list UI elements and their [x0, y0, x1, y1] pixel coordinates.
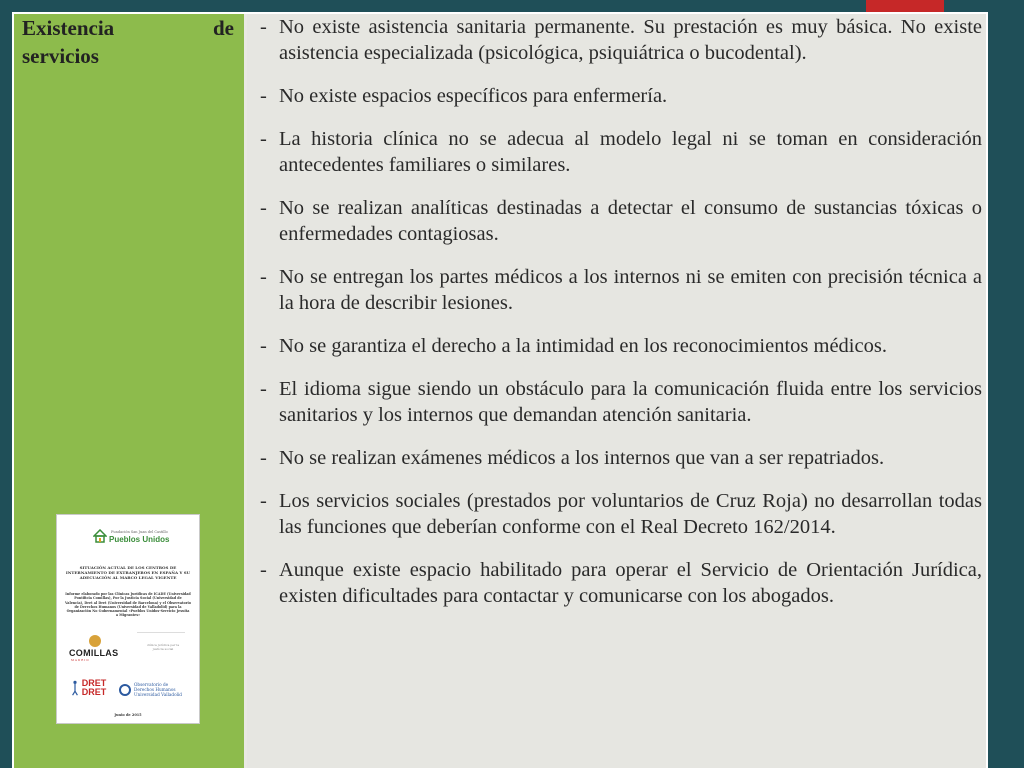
list-item: - El idioma sigue siendo un obstáculo para la comunicación fluida entre los servicios sanitarios y los internos que demandan atención sanitaria. [260, 378, 982, 426]
bullet-dash: - [260, 378, 267, 400]
bullet-dash: - [260, 197, 267, 219]
figure-icon [71, 679, 79, 697]
heading-word-servicios: servicios [22, 44, 99, 68]
bullet-dash: - [260, 128, 267, 150]
heading-word-de: de [213, 16, 234, 40]
bullet-dash: - [260, 559, 267, 581]
org-name: Pueblos Unidos [109, 535, 170, 544]
list-item: - Los servicios sociales (prestados por voluntarios de Cruz Roja) no desarrollan todas las funciones que deberían conforme con el Real Decreto 162/2014. [260, 490, 982, 538]
report-title: SITUACIÓN ACTUAL DE LOS CENTROS DE INTERNAMIENTO DE EXTRANJEROS EN ESPAÑA Y SU ADECUACIÓN AL MARCO LEGAL VIGENTE [65, 565, 191, 580]
pueblos-unidos-logo [57, 523, 199, 543]
report-date: Junio de 2015 [114, 713, 142, 717]
red-accent-tab [866, 0, 944, 12]
list-item: - No existe espacios específicos para enfermería. [260, 85, 668, 107]
list-item: - La historia clínica no se adecua al modelo legal ni se toman en consideración antecedentes familiares o similares. [260, 128, 982, 176]
bullet-dash: - [260, 490, 267, 512]
list-item: - No existe asistencia sanitaria permanente. Su prestación es muy básica. No existe asistencia especializada (psicológica, psiquiátrica o bucodental). [260, 16, 982, 64]
bullet-dash: - [260, 335, 267, 357]
heading-word-existencia: Existencia [22, 16, 115, 40]
section-heading [22, 14, 234, 70]
bullet-dash: - [260, 85, 267, 107]
list-item: - No se realizan exámenes médicos a los internos que van a ser repatriados. [260, 447, 885, 469]
fundacion-label: Fundación San Juan del Castillo [111, 530, 168, 534]
partner-logo: clínica jurídica per la justícia social [137, 632, 185, 663]
bullet-dash: - [260, 447, 267, 469]
seal-icon [89, 635, 101, 647]
list-item: - No se garantiza el derecho a la intimidad en los reconocimientos médicos. [260, 335, 887, 357]
list-item: - No se entregan los partes médicos a los internos ni se emiten con precisión técnica a la hora de describir lesiones. [260, 266, 982, 314]
comillas-logo: COMILLAS MADRID [67, 632, 125, 660]
list-item: - Aunque existe espacio habilitado para operar el Servicio de Orientación Jurídica, existen dificultades para contactar y comunicarse con los abogados. [260, 559, 982, 607]
list-item: - No se realizan analíticas destinadas a detectar el consumo de sustancias tóxicas o enfermedades contagiosas. [260, 197, 982, 245]
bullet-dash: - [260, 16, 267, 38]
report-authors: Informe elaborado por las Clínicas Jurídicas de ICADE (Universidad Pontificia Comillas), Por la Justicia Social (Universidad de Valencia), Dret al Dret (Universidad de Barcelona) y el Observatorio de Derechos Humanos (Universidad de Valladolid) para la Organización No Gubernamental «Pueblos Unidos-Servicio Jesuita a Migrantes» [65, 592, 191, 618]
observatorio-icon [119, 684, 131, 696]
bullet-dash: - [260, 266, 267, 288]
findings-list [260, 14, 982, 626]
house-icon [93, 529, 107, 543]
report-cover-thumbnail [56, 514, 200, 724]
observatorio-logo: Observatorio de Derechos Humanos Universidad Valladolid [119, 681, 189, 701]
dret-logo: DRET DRET [71, 675, 107, 705]
